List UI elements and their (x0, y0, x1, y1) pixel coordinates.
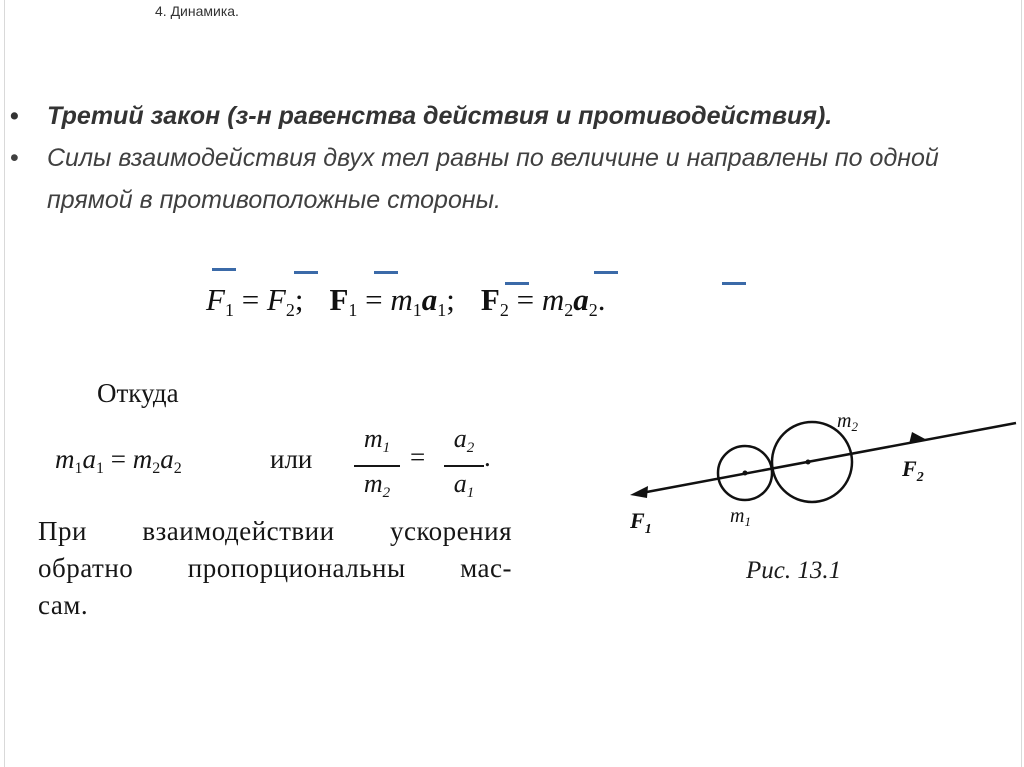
figure-caption: Рис. 13.1 (746, 557, 842, 584)
fraction-end-dot: . (484, 442, 491, 472)
left-edge-line (4, 0, 5, 767)
label-m1: $m_1$ (730, 505, 751, 529)
scan-equation-ma: $m_1a_1 = m_2a_2$ (55, 444, 182, 477)
bullet-list (10, 95, 1010, 221)
paragraph-line-3: сам. (38, 590, 89, 620)
interaction-diagram (600, 400, 1020, 550)
vector-overbar-a2 (722, 282, 746, 285)
fraction-mass-ratio: $m_1$ $m_2$ (354, 424, 400, 508)
fraction-accel-ratio: $a_2$ $a_1$ (444, 424, 484, 508)
fraction-equals: = (410, 442, 426, 472)
formula-bold-f2: F (480, 282, 500, 317)
label-f1: $F_1$ (630, 508, 652, 537)
vector-overbar-bold-f2 (594, 271, 618, 274)
bullet-marker: • (10, 102, 19, 130)
arrow-head-f1 (630, 486, 648, 498)
bullet-item-third-law (10, 95, 1010, 137)
formula-f1: F (206, 282, 225, 317)
bullet-text-forces: Силы взаимодействия двух тел равны по величине и направлены по одной прямой в противоположные стороны. (47, 144, 939, 214)
right-edge-line (1021, 0, 1022, 767)
scan-otkuda-word: Откуда (97, 378, 179, 408)
scan-or-word: или (270, 444, 313, 474)
paragraph-line-1: При взаимодействии ускорения (38, 516, 512, 546)
scan-conclusion-paragraph (38, 513, 512, 624)
third-law-formula: $F_1 = F_2$; $F_1 = m_1a_1$; $F_2 = m_2a_2$. (206, 282, 606, 320)
vector-overbar-f1 (212, 268, 236, 271)
formula-f2: F (266, 282, 286, 317)
vector-overbar-f2 (294, 271, 318, 274)
formula-bold-f1: F (329, 282, 349, 317)
center-m1 (743, 471, 748, 476)
label-m2: $m_2$ (837, 410, 858, 434)
page-header-title: 4. Динамика. (155, 3, 239, 19)
action-line (636, 423, 1016, 494)
vector-overbar-bold-f1 (374, 271, 398, 274)
bullet-item-forces (10, 137, 1010, 221)
center-m2 (806, 460, 811, 465)
label-f2: $F_2$ (902, 456, 924, 485)
bullet-text-third-law: Третий закон (з-н равенства действия и противодействия). (47, 102, 833, 130)
bullet-marker: • (10, 144, 19, 172)
paragraph-line-2: обратно пропорциональны мас- (38, 553, 512, 583)
